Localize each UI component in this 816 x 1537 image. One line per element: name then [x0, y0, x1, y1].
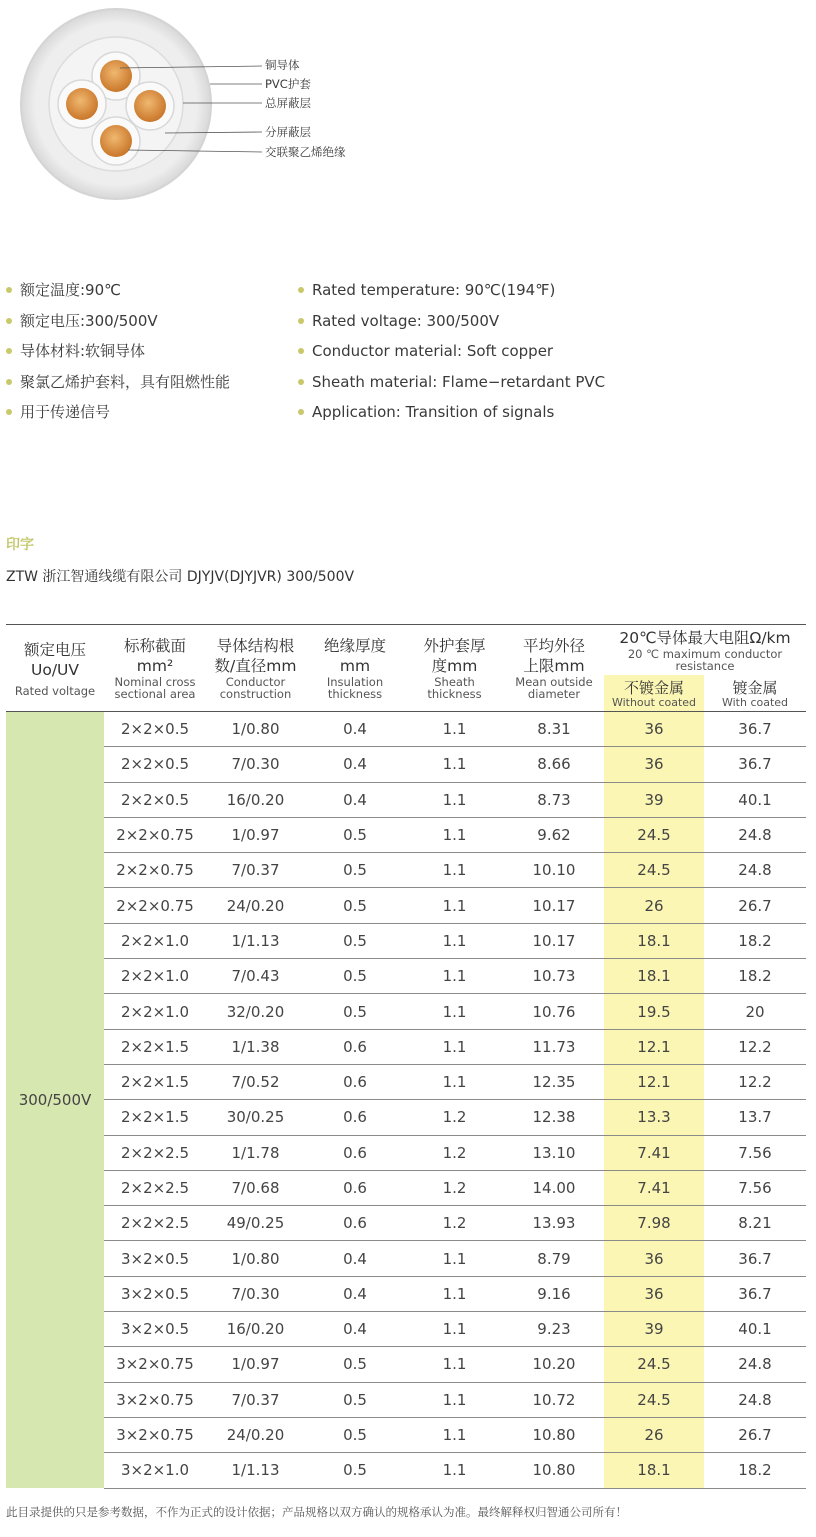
cell-area: 3×2×0.5	[104, 1276, 206, 1311]
cell-diameter: 10.72	[504, 1382, 604, 1417]
header-sheath: 外护套厚 度mm Sheath thickness	[405, 625, 504, 712]
cell-insulation: 0.4	[305, 1241, 405, 1276]
copper-core	[66, 88, 98, 120]
cell-resistance-coated: 36.7	[704, 747, 806, 782]
spec-item: Application: Transition of signals	[298, 400, 605, 431]
table-row	[6, 888, 806, 923]
table-row	[6, 817, 806, 852]
cell-resistance-coated: 36.7	[704, 1241, 806, 1276]
header-resistance: 20℃导体最大电阻Ω/km 20 ℃ maximum conductor resistance	[604, 625, 806, 675]
bullet-dot-icon	[298, 318, 304, 324]
cell-insulation: 0.5	[305, 888, 405, 923]
cell-construction: 16/0.20	[206, 782, 305, 817]
cell-construction: 30/0.25	[206, 1100, 305, 1135]
cell-insulation: 0.6	[305, 1100, 405, 1135]
cell-construction: 7/0.68	[206, 1170, 305, 1205]
cell-resistance-uncoated: 39	[604, 782, 704, 817]
cell-resistance-uncoated: 24.5	[604, 853, 704, 888]
bullet-dot-icon	[6, 409, 12, 415]
cell-sheath: 1.1	[405, 817, 504, 852]
cell-construction: 7/0.30	[206, 747, 305, 782]
cell-insulation: 0.5	[305, 1453, 405, 1488]
cell-area: 2×2×1.5	[104, 1100, 206, 1135]
cell-diameter: 10.20	[504, 1347, 604, 1382]
cell-area: 2×2×2.5	[104, 1170, 206, 1205]
bullet-dot-icon	[6, 379, 12, 385]
cell-area: 2×2×1.0	[104, 959, 206, 994]
table-row	[6, 853, 806, 888]
cell-sheath: 1.2	[405, 1135, 504, 1170]
cell-insulation: 0.6	[305, 1029, 405, 1064]
cell-diameter: 10.73	[504, 959, 604, 994]
cell-resistance-coated: 24.8	[704, 1382, 806, 1417]
cell-area: 2×2×1.5	[104, 1064, 206, 1099]
cell-area: 3×2×0.5	[104, 1241, 206, 1276]
cell-resistance-uncoated: 12.1	[604, 1029, 704, 1064]
cell-diameter: 14.00	[504, 1170, 604, 1205]
table-row	[6, 1382, 806, 1417]
cell-resistance-uncoated: 24.5	[604, 1382, 704, 1417]
copper-core	[100, 60, 132, 92]
cell-resistance-uncoated: 36	[604, 712, 704, 747]
label-pvc-sheath: PVC护套	[265, 77, 311, 91]
cell-construction: 7/0.43	[206, 959, 305, 994]
cell-area: 2×2×0.5	[104, 747, 206, 782]
cell-resistance-uncoated: 36	[604, 747, 704, 782]
cell-diameter: 8.79	[504, 1241, 604, 1276]
copper-core	[134, 90, 166, 122]
cell-area: 2×2×0.75	[104, 888, 206, 923]
cell-sheath: 1.1	[405, 1417, 504, 1452]
cell-sheath: 1.1	[405, 1276, 504, 1311]
cell-sheath: 1.2	[405, 1206, 504, 1241]
cell-area: 2×2×1.5	[104, 1029, 206, 1064]
cell-construction: 1/0.97	[206, 1347, 305, 1382]
cell-diameter: 9.62	[504, 817, 604, 852]
bullet-dot-icon	[298, 379, 304, 385]
cell-resistance-uncoated: 7.98	[604, 1206, 704, 1241]
cell-insulation: 0.5	[305, 817, 405, 852]
header-voltage: 额定电压 Uo/UV Rated voltage	[6, 625, 104, 712]
cell-diameter: 8.66	[504, 747, 604, 782]
cell-diameter: 12.35	[504, 1064, 604, 1099]
spec-item: 额定温度:90℃	[6, 278, 230, 309]
table-row	[6, 1029, 806, 1064]
cell-sheath: 1.2	[405, 1170, 504, 1205]
cell-sheath: 1.1	[405, 888, 504, 923]
cell-diameter: 13.10	[504, 1135, 604, 1170]
cell-resistance-uncoated: 24.5	[604, 1347, 704, 1382]
spec-item: 额定电压:300/500V	[6, 309, 230, 340]
spec-list-english	[298, 278, 605, 431]
cell-resistance-uncoated: 18.1	[604, 923, 704, 958]
header-area: 标称截面 mm² Nominal cross sectional area	[104, 625, 206, 712]
header-diameter: 平均外径 上限mm Mean outside diameter	[504, 625, 604, 712]
spec-item: 用于传递信号	[6, 400, 230, 431]
cell-sheath: 1.1	[405, 1347, 504, 1382]
cell-resistance-coated: 26.7	[704, 1417, 806, 1452]
bullet-dot-icon	[298, 409, 304, 415]
header-coated: 镀金属 With coated	[721, 679, 789, 710]
cell-resistance-coated: 40.1	[704, 1312, 806, 1347]
table-row	[6, 1347, 806, 1382]
cell-area: 2×2×0.5	[104, 712, 206, 747]
cell-insulation: 0.5	[305, 923, 405, 958]
cell-resistance-uncoated: 18.1	[604, 1453, 704, 1488]
cell-construction: 1/1.38	[206, 1029, 305, 1064]
cell-diameter: 10.80	[504, 1453, 604, 1488]
header-uncoated: 不镀金属 Without coated	[604, 675, 704, 712]
cell-insulation: 0.5	[305, 994, 405, 1029]
spec-item: 导体材料:软铜导体	[6, 339, 230, 370]
cell-diameter: 11.73	[504, 1029, 604, 1064]
specification-table	[6, 624, 806, 1489]
cell-resistance-coated: 24.8	[704, 1347, 806, 1382]
cell-resistance-uncoated: 7.41	[604, 1170, 704, 1205]
cell-insulation: 0.5	[305, 853, 405, 888]
table-row	[6, 1170, 806, 1205]
cell-area: 3×2×0.5	[104, 1312, 206, 1347]
cell-resistance-coated: 12.2	[704, 1064, 806, 1099]
label-copper-conductor: 铜导体	[265, 58, 300, 72]
cell-area: 2×2×1.0	[104, 994, 206, 1029]
cell-insulation: 0.4	[305, 782, 405, 817]
cell-insulation: 0.5	[305, 1417, 405, 1452]
cell-resistance-coated: 8.21	[704, 1206, 806, 1241]
cell-insulation: 0.4	[305, 1276, 405, 1311]
cell-sheath: 1.1	[405, 1241, 504, 1276]
cell-insulation: 0.6	[305, 1170, 405, 1205]
table-row	[6, 1241, 806, 1276]
cell-sheath: 1.2	[405, 1100, 504, 1135]
table-body	[6, 712, 806, 1489]
cell-sheath: 1.1	[405, 853, 504, 888]
cell-sheath: 1.1	[405, 959, 504, 994]
cell-construction: 1/0.80	[206, 712, 305, 747]
cell-resistance-uncoated: 12.1	[604, 1064, 704, 1099]
spec-item: Rated temperature: 90℃(194℉)	[298, 278, 605, 309]
cell-resistance-coated: 20	[704, 994, 806, 1029]
cell-area: 3×2×0.75	[104, 1382, 206, 1417]
cell-construction: 49/0.25	[206, 1206, 305, 1241]
cell-construction: 1/0.80	[206, 1241, 305, 1276]
cell-resistance-uncoated: 26	[604, 888, 704, 923]
cell-diameter: 10.10	[504, 853, 604, 888]
bullet-dot-icon	[6, 318, 12, 324]
cable-cross-section-diagram	[0, 0, 420, 210]
cell-insulation: 0.4	[305, 1312, 405, 1347]
cell-resistance-coated: 18.2	[704, 959, 806, 994]
table-row	[6, 994, 806, 1029]
cell-sheath: 1.1	[405, 1029, 504, 1064]
cell-resistance-coated: 7.56	[704, 1135, 806, 1170]
header-insulation: 绝缘厚度 mm Insulation thickness	[305, 625, 405, 712]
cell-resistance-uncoated: 18.1	[604, 959, 704, 994]
table-row	[6, 747, 806, 782]
cell-construction: 24/0.20	[206, 888, 305, 923]
cell-insulation: 0.4	[305, 747, 405, 782]
spec-item: Sheath material: Flame−retardant PVC	[298, 370, 605, 401]
cell-construction: 16/0.20	[206, 1312, 305, 1347]
table-row	[6, 782, 806, 817]
cell-resistance-uncoated: 26	[604, 1417, 704, 1452]
bullet-dot-icon	[6, 348, 12, 354]
table-row	[6, 1312, 806, 1347]
cable-illustration	[0, 0, 420, 210]
cell-construction: 1/0.97	[206, 817, 305, 852]
cell-area: 3×2×1.0	[104, 1453, 206, 1488]
cell-diameter: 10.80	[504, 1417, 604, 1452]
bullet-dot-icon	[6, 287, 12, 293]
label-pair-screen: 分屏蔽层	[265, 125, 311, 139]
cell-sheath: 1.1	[405, 1453, 504, 1488]
cell-sheath: 1.1	[405, 994, 504, 1029]
cell-construction: 7/0.37	[206, 853, 305, 888]
table-row	[6, 1417, 806, 1452]
table-header	[6, 625, 806, 712]
cell-diameter: 12.38	[504, 1100, 604, 1135]
cell-resistance-coated: 40.1	[704, 782, 806, 817]
cell-resistance-uncoated: 36	[604, 1241, 704, 1276]
cell-resistance-uncoated: 36	[604, 1276, 704, 1311]
header-construction: 导体结构根 数/直径mm Conductor construction	[206, 625, 305, 712]
print-marking-title: 印字	[6, 537, 34, 553]
cell-area: 3×2×0.75	[104, 1347, 206, 1382]
cell-construction: 1/1.13	[206, 1453, 305, 1488]
table-row	[6, 1100, 806, 1135]
cell-area: 2×2×1.0	[104, 923, 206, 958]
cell-sheath: 1.1	[405, 1064, 504, 1099]
cell-construction: 24/0.20	[206, 1417, 305, 1452]
cell-construction: 7/0.52	[206, 1064, 305, 1099]
cell-diameter: 10.76	[504, 994, 604, 1029]
table-row	[6, 923, 806, 958]
cell-resistance-coated: 13.7	[704, 1100, 806, 1135]
cell-resistance-coated: 24.8	[704, 817, 806, 852]
table-row	[6, 1453, 806, 1488]
cell-construction: 7/0.30	[206, 1276, 305, 1311]
cell-resistance-uncoated: 19.5	[604, 994, 704, 1029]
cell-sheath: 1.1	[405, 782, 504, 817]
cell-diameter: 8.73	[504, 782, 604, 817]
voltage-cell: 300/500V	[6, 712, 104, 1489]
cell-insulation: 0.4	[305, 712, 405, 747]
cell-resistance-coated: 18.2	[704, 1453, 806, 1488]
cell-area: 2×2×0.75	[104, 817, 206, 852]
cell-construction: 1/1.13	[206, 923, 305, 958]
cell-insulation: 0.6	[305, 1135, 405, 1170]
spec-item: Rated voltage: 300/500V	[298, 309, 605, 340]
cell-diameter: 10.17	[504, 888, 604, 923]
cell-area: 2×2×0.75	[104, 853, 206, 888]
cell-resistance-uncoated: 39	[604, 1312, 704, 1347]
cell-diameter: 8.31	[504, 712, 604, 747]
cell-construction: 32/0.20	[206, 994, 305, 1029]
copper-core	[100, 125, 132, 157]
print-marking-text: ZTW 浙江智通线缆有限公司 DJYJV(DJYJVR) 300/500V	[6, 569, 355, 585]
cell-area: 2×2×2.5	[104, 1206, 206, 1241]
table-row	[6, 1064, 806, 1099]
cell-resistance-coated: 36.7	[704, 712, 806, 747]
disclaimer-footnote: 此目录提供的只是参考数据，不作为正式的设计依据；产品规格以双方确认的规格承认为准。最终解释权归智通公司所有！	[6, 1505, 627, 1519]
cell-diameter: 10.17	[504, 923, 604, 958]
cell-area: 3×2×0.75	[104, 1417, 206, 1452]
bullet-dot-icon	[298, 348, 304, 354]
spec-item: Conductor material: Soft copper	[298, 339, 605, 370]
cell-diameter: 9.23	[504, 1312, 604, 1347]
spec-item: 聚氯乙烯护套料，具有阻燃性能	[6, 370, 230, 401]
table-row	[6, 1206, 806, 1241]
table-row	[6, 959, 806, 994]
cell-insulation: 0.5	[305, 1382, 405, 1417]
table-row	[6, 1135, 806, 1170]
cell-resistance-coated: 7.56	[704, 1170, 806, 1205]
label-xlpe-insulation: 交联聚乙烯绝缘	[265, 145, 346, 159]
cell-area: 2×2×0.5	[104, 782, 206, 817]
cell-resistance-coated: 36.7	[704, 1276, 806, 1311]
cell-sheath: 1.1	[405, 923, 504, 958]
cell-resistance-uncoated: 13.3	[604, 1100, 704, 1135]
cell-construction: 1/1.78	[206, 1135, 305, 1170]
bullet-dot-icon	[298, 287, 304, 293]
spec-list-chinese	[6, 278, 230, 431]
cell-diameter: 13.93	[504, 1206, 604, 1241]
cell-sheath: 1.1	[405, 712, 504, 747]
cell-area: 2×2×2.5	[104, 1135, 206, 1170]
cell-resistance-coated: 26.7	[704, 888, 806, 923]
table-row	[6, 1276, 806, 1311]
cell-resistance-coated: 18.2	[704, 923, 806, 958]
cell-resistance-coated: 24.8	[704, 853, 806, 888]
cell-insulation: 0.6	[305, 1064, 405, 1099]
cell-sheath: 1.1	[405, 1382, 504, 1417]
cell-insulation: 0.5	[305, 1347, 405, 1382]
cell-insulation: 0.6	[305, 1206, 405, 1241]
cell-resistance-uncoated: 24.5	[604, 817, 704, 852]
cell-sheath: 1.1	[405, 747, 504, 782]
label-overall-screen: 总屏蔽层	[265, 96, 311, 110]
cell-construction: 7/0.37	[206, 1382, 305, 1417]
table-row	[6, 712, 806, 747]
cell-insulation: 0.5	[305, 959, 405, 994]
cell-resistance-uncoated: 7.41	[604, 1135, 704, 1170]
cell-diameter: 9.16	[504, 1276, 604, 1311]
cell-resistance-coated: 12.2	[704, 1029, 806, 1064]
cell-sheath: 1.1	[405, 1312, 504, 1347]
